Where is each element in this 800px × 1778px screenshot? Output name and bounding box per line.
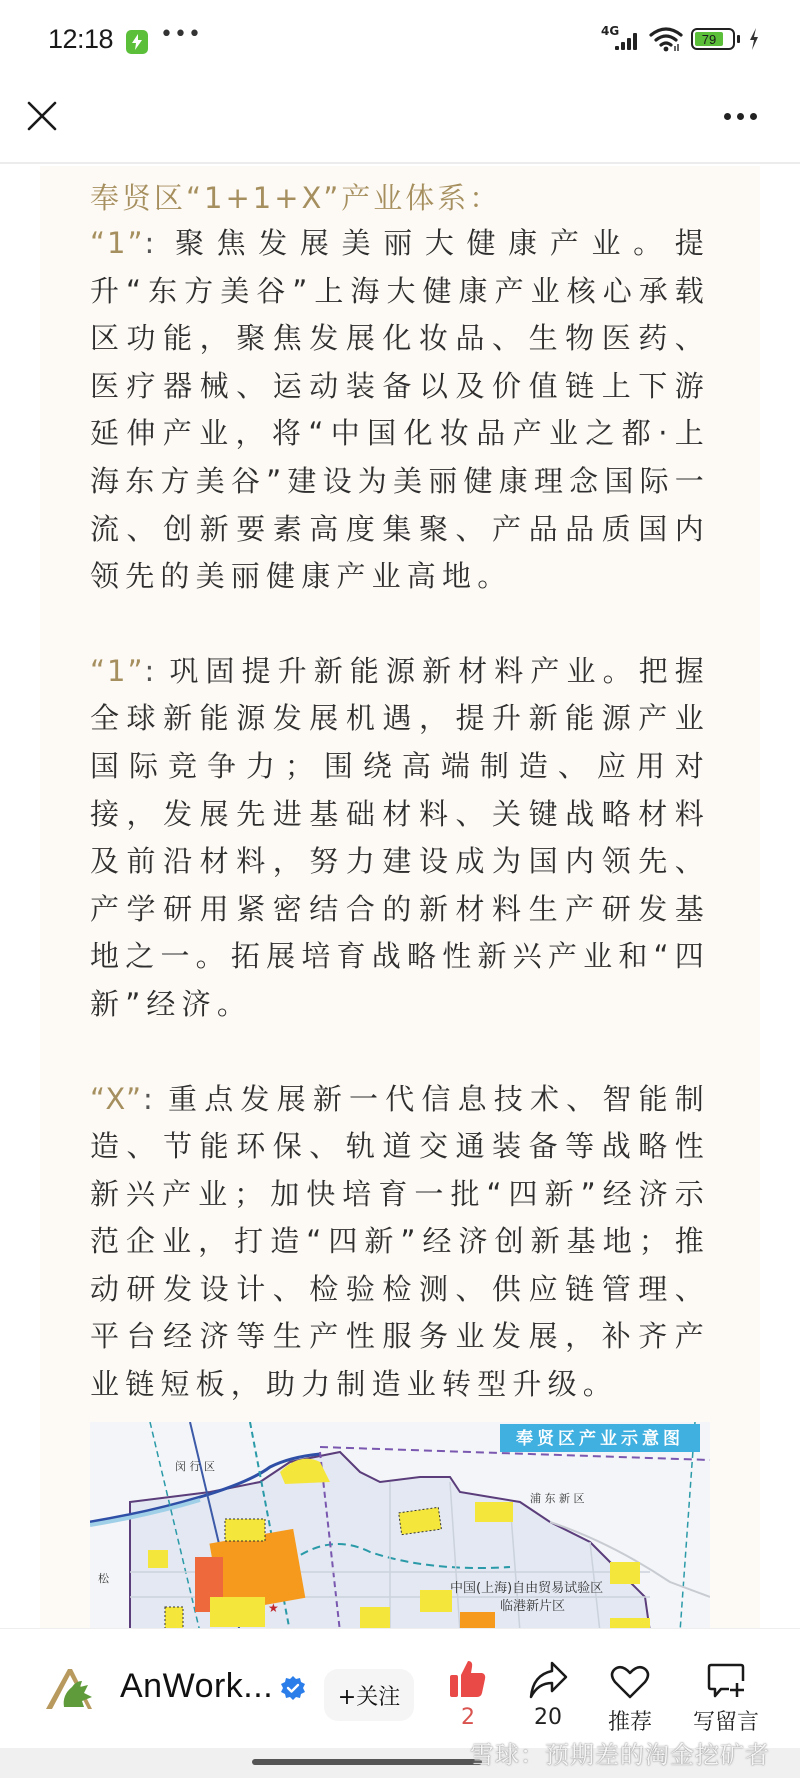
section-paragraph-3: “X”: 重点发展新一代信息技术、智能制造、节能环保、轨道交通装备等战略性新兴产业；加快培育一批“四新”经济示范企业，打造“四新”经济创新基地；推动研发设计、检验检测、供应链管理、平台经济等生产性服务业发展，补齐产业链短板，助力制造业转型升级。: [90, 1081, 710, 1402]
home-indicator[interactable]: [252, 1759, 482, 1765]
industry-map-image[interactable]: [90, 1422, 710, 1628]
write-comment-label: 写留言: [692, 1710, 759, 1735]
share-count: 20: [534, 1705, 562, 1730]
section-text: 重点发展新一代信息技术、智能制造、节能环保、轨道交通装备等战略性新兴产业；加快培育一批“四新”经济示范企业，打造“四新”经济创新基地；推动研发设计、检验检测、供应链管理、平台经济等生产性服务业发展，补齐产业链短板，助力制造业转型升级。: [90, 1081, 710, 1402]
map-title: 奉贤区产业示意图: [516, 1429, 684, 1449]
recommend-label: 推荐: [607, 1710, 652, 1735]
wifi-icon: [649, 26, 683, 52]
like-count: 2: [461, 1705, 475, 1730]
share-button[interactable]: [508, 1657, 588, 1730]
charging-app-icon: [126, 30, 148, 54]
map-label-pudong: 浦 东 新 区: [530, 1492, 585, 1505]
status-icons: [601, 26, 760, 52]
thumbs-up-icon: [448, 1659, 488, 1699]
more-dot-icon: [737, 113, 744, 120]
watermark: 雪球：预期差的淘金挖矿者: [470, 1741, 770, 1769]
share-arrow-icon: [528, 1661, 568, 1699]
battery-icon: [691, 28, 735, 50]
charging-bolt-icon: [748, 28, 760, 50]
author-name[interactable]: AnWork...: [120, 1667, 274, 1705]
battery-tip: [737, 35, 740, 43]
status-time: 12:18: [48, 24, 114, 54]
svg-text:★: ★: [268, 1601, 279, 1615]
map-label-minhang: 闵 行 区: [175, 1460, 215, 1473]
author-logo-icon[interactable]: [44, 1667, 100, 1711]
section-paragraph-2: “1”: 巩固提升新能源新材料产业。把握全球新能源发展机遇，提升新能源产业国际竞争力；围绕高端制造、应用对接，发展先进基础材料、关键战略材料及前沿材料，努力建设成为国内领先、产学研用紧密结合的新材料生产研发基地之一。拓展培育战略性新兴产业和“四新”经济。: [90, 653, 710, 1021]
cellular-signal-icon: 4G: [601, 26, 641, 52]
more-dot-icon: [750, 113, 757, 120]
map-label-songjiang: 松: [98, 1572, 109, 1585]
section-text: 聚焦发展美丽大健康产业。提升“东方美谷”上海大健康产业核心承载区功能，聚焦发展化妆品、生物医药、医疗器械、运动装备以及价值链上下游延伸产业，将“中国化妆品产业之都·上海东方美谷”建设为美丽健康理念国际一流、创新要素高度集聚、产品品质国内领先的美丽健康产业高地。: [90, 226, 710, 594]
close-icon: [24, 98, 60, 134]
section-paragraph-1: “1”: 聚焦发展美丽大健康产业。提升“东方美谷”上海大健康产业核心承载区功能，聚焦发展化妆品、生物医药、医疗器械、运动装备以及价值链上下游延伸产业，将“中国化妆品产业之都·上海东方美谷”建设为美丽健康理念国际一流、创新要素高度集聚、产品品质国内领先的美丽健康产业高地。: [90, 226, 710, 594]
verified-badge-icon: [280, 1675, 306, 1701]
section-tag: “X”: [90, 1081, 144, 1116]
recommend-button[interactable]: [590, 1657, 670, 1736]
close-button[interactable]: [24, 98, 60, 134]
status-bar: [0, 0, 800, 84]
map-label-ftz-2: 临港新片区: [500, 1599, 566, 1614]
more-options-button[interactable]: [724, 104, 764, 128]
article-body: [90, 176, 710, 1409]
bottom-action-bar: [0, 1628, 800, 1735]
more-dot-icon: [724, 113, 731, 120]
article-heading: 奉贤区“1+1+X”产业体系：: [90, 181, 502, 215]
section-tag: “1”: [90, 653, 145, 688]
comment-add-icon: [705, 1661, 747, 1699]
section-tag: “1”: [90, 226, 145, 260]
section-text: 巩固提升新能源新材料产业。把握全球新能源发展机遇，提升新能源产业国际竞争力；围绕高端制造、应用对接，发展先进基础材料、关键战略材料及前沿材料，努力建设成为国内领先、产学研用紧密结合的新材料生产研发基地之一。拓展培育战略性新兴产业和“四新”经济。: [90, 653, 710, 1021]
battery-level: 79: [701, 31, 717, 47]
like-button[interactable]: [428, 1657, 508, 1730]
notification-more-icon: •••: [160, 22, 202, 47]
article-card: [40, 166, 760, 1628]
write-comment-button[interactable]: [680, 1657, 772, 1736]
heart-icon: [610, 1665, 650, 1699]
map-label-ftz-1: 中国(上海)自由贸易试验区: [450, 1581, 604, 1596]
follow-button[interactable]: +关注: [324, 1669, 414, 1721]
nav-bar: [0, 84, 800, 164]
